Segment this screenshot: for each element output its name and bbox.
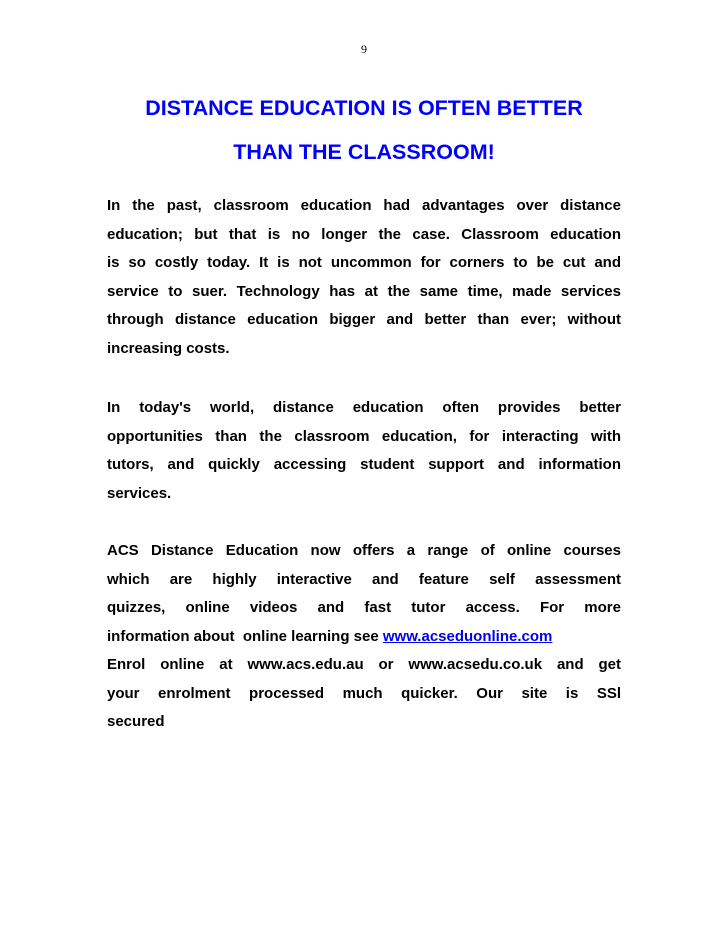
paragraph-line: ACS Distance Education now offers a range of online courses bbox=[107, 542, 621, 559]
paragraph-line: is so costly today. It is not uncommon for corners to be cut and bbox=[107, 254, 621, 271]
paragraph-line: Enrol online at www.acs.edu.au or www.acsedu.co.uk and get bbox=[107, 656, 621, 673]
paragraph-line: In today's world, distance education often provides better bbox=[107, 399, 621, 416]
acseduonline-link[interactable]: www.acseduonline.com bbox=[382, 627, 553, 645]
paragraph-line: services. bbox=[107, 484, 172, 502]
paragraph-acs-online-courses bbox=[107, 537, 621, 737]
paragraph-line: through distance education bigger and better than ever; without bbox=[107, 311, 621, 328]
paragraph-line: quizzes, online videos and fast tutor access. For more bbox=[107, 599, 621, 616]
paragraph-line: opportunities than the classroom education, for interacting with bbox=[107, 427, 621, 445]
paragraph-line: tutors, and quickly accessing student support and information bbox=[107, 456, 621, 473]
page-title bbox=[96, 86, 632, 174]
paragraph-line: secured bbox=[107, 713, 165, 730]
paragraph-line: which are highly interactive and feature self assessment bbox=[107, 570, 621, 588]
paragraph-line: increasing costs. bbox=[107, 339, 230, 357]
paragraph-line: service to suer. Technology has at the same time, made services bbox=[107, 282, 621, 300]
paragraph-todays-world bbox=[107, 394, 621, 508]
paragraph-classroom-costs bbox=[107, 192, 621, 363]
paragraph-line-with-link bbox=[107, 623, 621, 652]
page-number: 9 bbox=[361, 42, 367, 56]
paragraph-line: In the past, classroom education had advantages over distance bbox=[107, 197, 621, 214]
title-line-2: THAN THE CLASSROOM! bbox=[233, 140, 495, 164]
paragraph-line: your enrolment processed much quicker. Our site is SSl bbox=[107, 684, 621, 702]
paragraph-line: education; but that is no longer the case. Classroom education bbox=[107, 225, 621, 243]
link-lead-text: information about online learning see bbox=[107, 627, 383, 645]
title-line-1: DISTANCE EDUCATION IS OFTEN BETTER bbox=[145, 96, 583, 120]
